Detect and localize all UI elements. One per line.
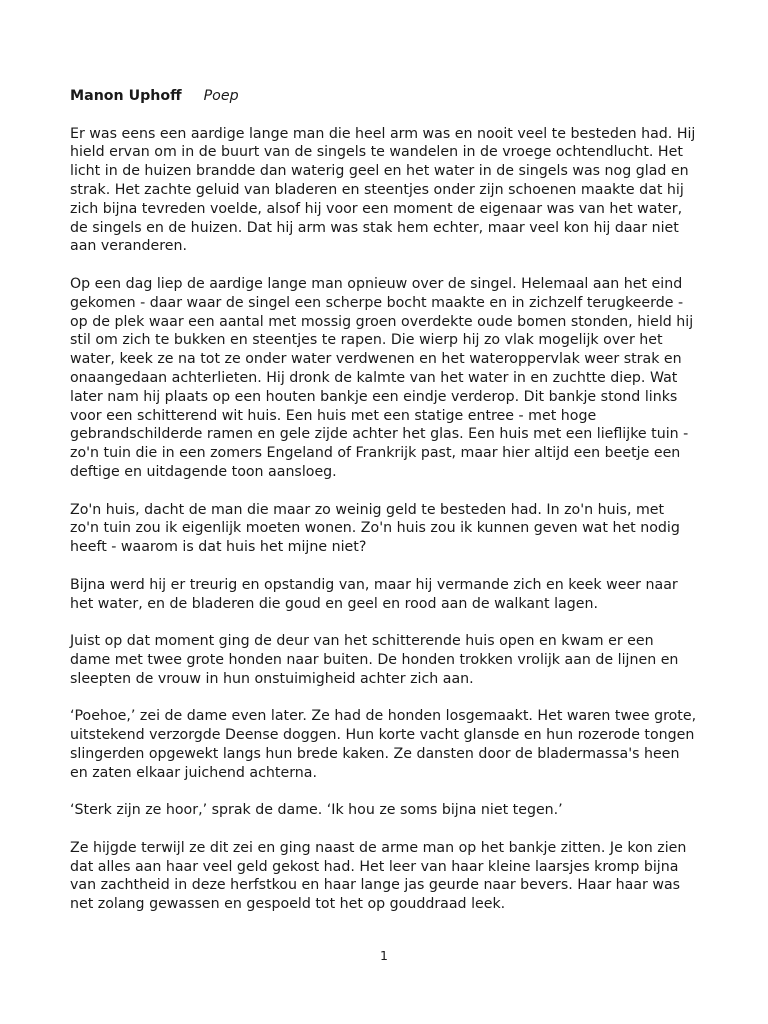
paragraph — [70, 125, 702, 257]
paragraph — [70, 707, 702, 782]
text-line: van zachtheid in deze herfstkou en haar lange jas geurde naar bevers. Haar haar was — [70, 877, 681, 894]
text-line: voor een schitterend wit huis. Een huis met een statige entree - met hoge — [70, 407, 597, 424]
text-line: Zo'n huis, dacht de man die maar zo weinig geld te besteden had. In zo'n huis, met — [70, 501, 665, 518]
body-text — [70, 125, 702, 914]
document-header — [70, 87, 702, 106]
text-line: het water, en de bladeren die goud en geel en rood aan de walkant lagen. — [70, 595, 598, 612]
author-name: Manon Uphoff — [70, 88, 182, 104]
text-line: Er was eens een aardige lange man die heel arm was en nooit veel te besteden had. Hij — [70, 125, 696, 142]
text-line: net zolang gewassen en gespoeld tot het op gouddraad leek. — [70, 896, 506, 913]
text-line: ‘Poehoe,’ zei de dame even later. Ze had de honden losgemaakt. Het waren twee grote, — [70, 708, 697, 725]
text-line: aan veranderen. — [70, 238, 188, 255]
text-line: de singels en de huizen. Dat hij arm was stak hem echter, maar veel kon hij daar niet — [70, 219, 679, 236]
text-line: stil om zich te bukken en steentjes te rapen. Die wierp hij zo vlak mogelijk over het — [70, 332, 663, 349]
story-title: Poep — [203, 88, 239, 104]
text-line: Op een dag liep de aardige lange man opnieuw over de singel. Helemaal aan het eind — [70, 275, 683, 292]
text-line: en zaten elkaar juichend achterna. — [70, 764, 317, 781]
paragraph — [70, 632, 702, 688]
text-line: zo'n tuin zou ik eigenlijk moeten wonen. Zo'n huis zou ik kunnen geven wat het nodig — [70, 520, 680, 537]
document-page — [70, 87, 702, 933]
text-line: Bijna werd hij er treurig en opstandig van, maar hij vermande zich en keek weer naar — [70, 576, 678, 593]
text-line: gebrandschilderde ramen en gele zijde achter het glas. Een huis met een lieflijke tuin - — [70, 426, 689, 443]
paragraph — [70, 275, 702, 482]
paragraph — [70, 839, 702, 914]
text-line: Juist op dat moment ging de deur van het schitterende huis open en kwam er een — [70, 633, 654, 650]
text-line: licht in de huizen brandde dan waterig geel en het water in de singels was nog glad en — [70, 163, 689, 180]
text-line: deftige en uitdagende toon aansloeg. — [70, 463, 337, 480]
text-line: uitstekend verzorgde Deense doggen. Hun korte vacht glansde en hun rozerode tongen — [70, 727, 695, 744]
text-line: later nam hij plaats op een houten bankje een eindje verderop. Dit bankje stond links — [70, 388, 678, 405]
text-line: hield ervan om in de buurt van de singels te wandelen in de vroege ochtendlucht. Het — [70, 144, 683, 161]
text-line: dat alles aan haar veel geld gekost had. Het leer van haar kleine laarsjes kromp bijna — [70, 858, 679, 875]
text-line: heeft - waarom is dat huis het mijne niet? — [70, 539, 367, 556]
paragraph — [70, 501, 702, 557]
page-number: 1 — [380, 948, 388, 963]
text-line: op de plek waar een aantal met mossig groen overdekte oude bomen stonden, hield hij — [70, 313, 694, 330]
text-line: gekomen - daar waar de singel een scherpe bocht maakte en in zichzelf terugkeerde - — [70, 294, 684, 311]
text-line: ‘Sterk zijn ze hoor,’ sprak de dame. ‘Ik hou ze soms bijna niet tegen.’ — [70, 802, 563, 819]
text-line: zo'n tuin die in een zomers Engeland of Frankrijk past, maar hier altijd een beetje een — [70, 445, 681, 462]
text-line: zich bijna tevreden voelde, alsof hij voor een moment de eigenaar was van het water, — [70, 200, 683, 217]
text-line: dame met twee grote honden naar buiten. De honden trokken vrolijk aan de lijnen en — [70, 651, 679, 668]
text-line: onaangedaan achterlieten. Hij dronk de kalmte van het water in en zuchtte diep. Wat — [70, 369, 678, 386]
paragraph — [70, 801, 702, 820]
text-line: strak. Het zachte geluid van bladeren en steentjes onder zijn schoenen maakte dat hij — [70, 181, 684, 198]
text-line: sleepten de vrouw in hun onstuimigheid achter zich aan. — [70, 670, 474, 687]
text-line: water, keek ze na tot ze onder water verdwenen en het wateroppervlak weer strak en — [70, 351, 682, 368]
paragraph — [70, 576, 702, 614]
text-line: Ze hijgde terwijl ze dit zei en ging naast de arme man op het bankje zitten. Je kon zien — [70, 839, 687, 856]
text-line: slingerden opgewekt langs hun brede kaken. Ze dansten door de bladermassa's heen — [70, 745, 680, 762]
